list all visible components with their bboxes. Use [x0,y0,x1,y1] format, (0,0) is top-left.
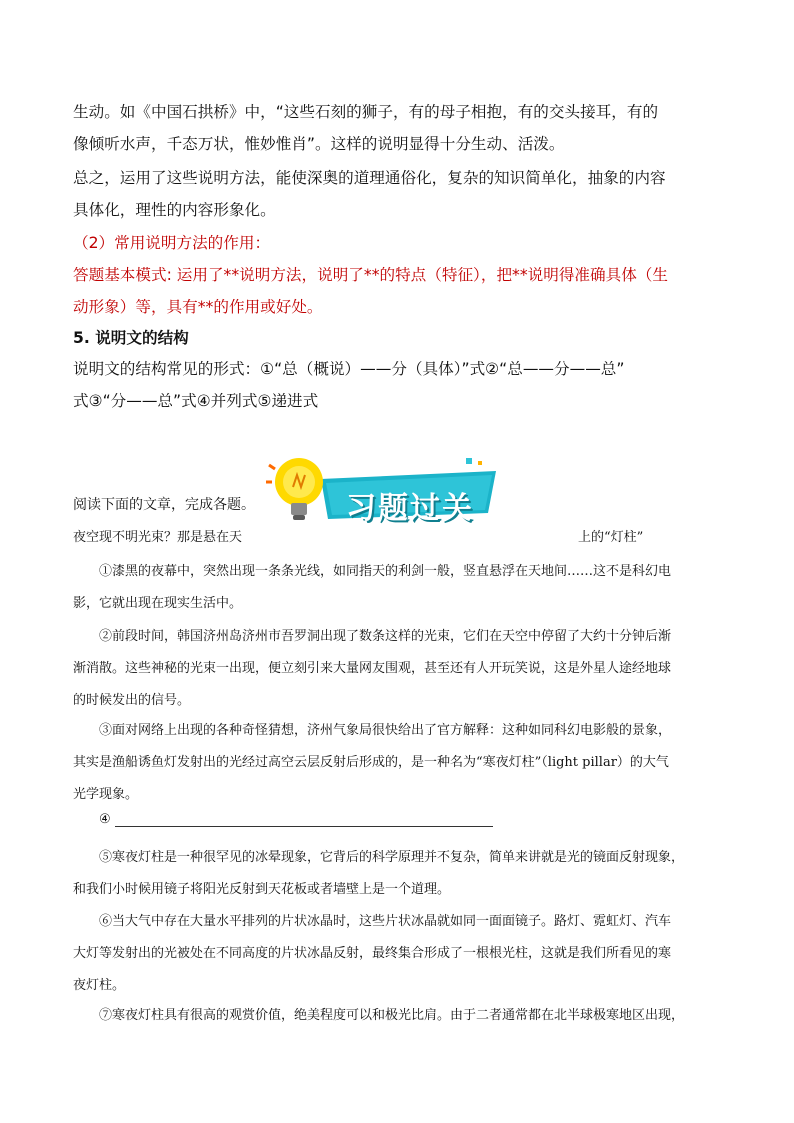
article-p2-line-3: 的时候发出的信号。 [73,693,191,708]
article-p2-line-2: 渐消散。这些神秘的光束一出现，便立刻引来大量网友围观，甚至还有人开玩笑说，这是外星人途经地球 [73,661,672,676]
article-p5-line-2: 和我们小时候用镜子将阳光反射到天花板或者墙壁上是一个道理。 [73,882,451,897]
article-title-left: 夜空现不明光束？那是悬在天 [73,530,243,545]
top-paragraph-line-1: 生动。如《中国石拱桥》中，“这些石刻的狮子，有的母子相抱，有的交头接耳，有的 [73,103,659,121]
answer-template-line-2: 动形象）等，具有**的作用或好处。 [73,298,323,316]
article-title-right: 上的“灯柱” [578,530,644,545]
article-p6-line-1: ⑥当大气中存在大量水平排列的片状冰晶时，这些片状冰晶就如同一面面镜子。路灯、霓虹灯、汽车 [99,914,672,929]
section-5-heading: 5. 说明文的结构 [73,329,189,347]
exercise-instruction: 阅读下面的文章，完成各题。 [73,497,255,513]
article-p6-line-2: 大灯等发射出的光被处在不同高度的片状冰晶反射，最终集合形成了一根根光柱，这就是我们所看见的寒 [73,946,672,961]
article-p5-line-1: ⑤寒夜灯柱是一种很罕见的冰晕现象，它背后的科学原理并不复杂，简单来讲就是光的镜面反射现象， [99,850,685,865]
summary-line-1: 总之，运用了这些说明方法，能使深奥的道理通俗化，复杂的知识简单化，抽象的内容 [73,169,666,187]
article-p7-line-1: ⑦寒夜灯柱具有很高的观赏价值，绝美程度可以和极光比肩。由于二者通常都在北半球极寒地区出现， [99,1008,685,1023]
structure-line-2: 式③“分——总”式④并列式⑤递进式 [73,392,319,410]
top-paragraph-line-2: 像倾听水声，千态万状，惟妙惟肖”。这样的说明显得十分生动、活泼。 [73,135,565,153]
article-p3-line-2: 其实是渔船诱鱼灯发射出的光经过高空云层反射后形成的，是一种名为“寒夜灯柱”（light pillar）的大气 [73,755,669,770]
answer-blank-line[interactable] [115,826,493,827]
article-p1-line-2: 影，它就出现在现实生活中。 [73,596,243,611]
article-p3-line-1: ③面对网络上出现的各种奇怪猜想，济州气象局很快给出了官方解释：这种如同科幻电影般的景象， [99,723,672,738]
answer-template-line-1: 答题基本模式: 运用了**说明方法，说明了**的特点（特征），把**说明得准确具体（生 [73,266,668,284]
article-p6-line-3: 夜灯柱。 [73,978,126,993]
article-p1-line-1: ①漆黑的夜幕中，突然出现一条条光线，如同指天的利剑一般，竖直悬浮在天地间……这不是科幻电 [99,564,672,579]
banner-title: 习题过关 [346,491,474,526]
article-p3-line-3: 光学现象。 [73,787,139,802]
article-p4-marker: ④ [99,812,111,827]
article-p2-line-1: ②前段时间，韩国济州岛济州市吾罗洞出现了数条这样的光束，它们在天空中停留了大约十分钟后渐 [99,629,672,644]
summary-line-2: 具体化，理性的内容形象化。 [73,201,276,219]
exercise-banner [266,455,502,529]
structure-line-1: 说明文的结构常见的形式：①“总（概说）——分（具体）”式②“总——分——总” [73,360,625,378]
section-2-heading: （2）常用说明方法的作用： [73,234,271,252]
